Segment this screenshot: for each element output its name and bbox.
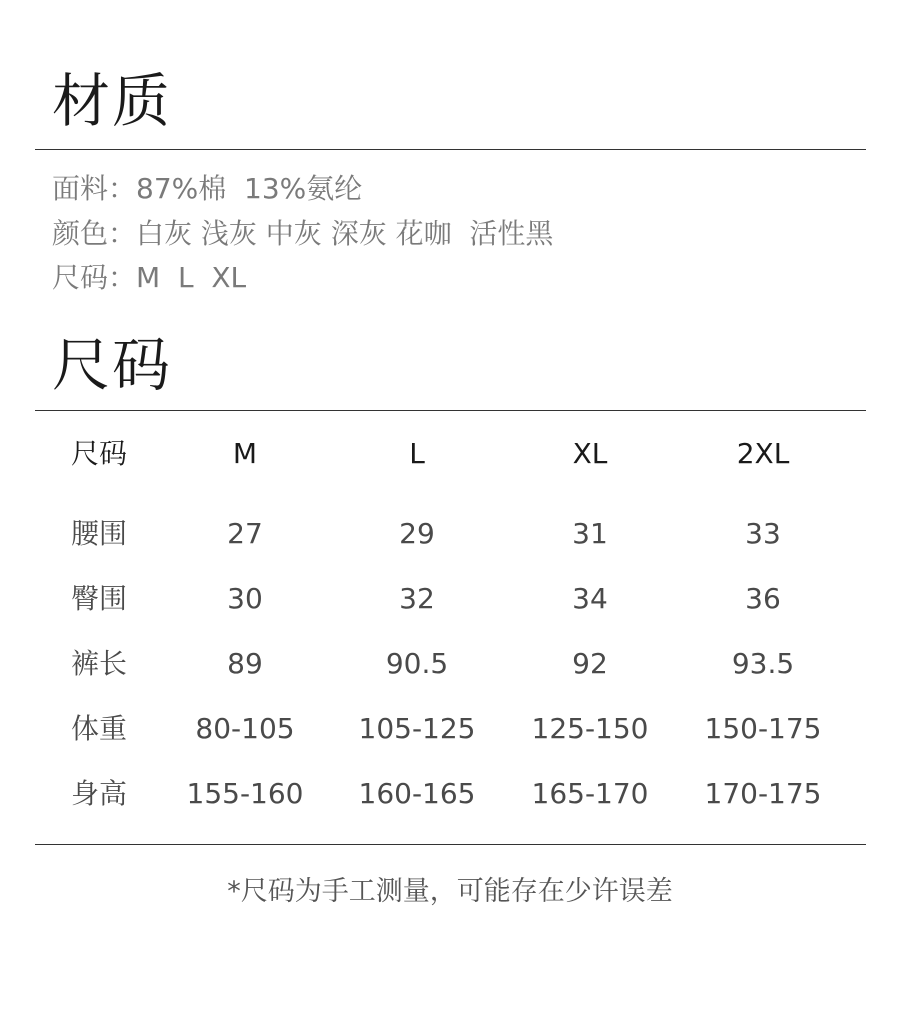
row-label: 体重 [70,712,128,745]
header-cell: M [232,437,258,470]
row-label: 腰围 [70,517,128,550]
table-cell: 34 [572,582,608,615]
color-spec: 颜色：白灰 浅灰 中灰 深灰 花咖 活性黑 [52,217,554,250]
table-cell: 89 [227,647,263,680]
fabric-spec: 面料：87%棉 13%氨纶 [52,172,363,205]
size-options-spec: 尺码：M L XL [52,261,247,294]
size-table-top-divider [35,410,866,411]
table-cell: 93.5 [731,647,795,680]
row-label: 裤长 [70,647,128,680]
header-cell: XL [572,437,608,470]
table-row [35,644,866,684]
header-cell: 2XL [736,437,790,470]
material-section-title: 材质 [52,67,173,135]
table-cell: 155-160 [186,777,304,810]
size-table-header [35,434,866,474]
table-cell: 32 [399,582,435,615]
size-section-title: 尺码 [52,331,173,399]
measurement-note: *尺码为手工测量，可能存在少许误差 [227,876,673,907]
table-row [35,514,866,554]
table-cell: 105-125 [358,712,476,745]
table-cell: 27 [227,517,263,550]
size-table-bottom-divider [35,844,866,845]
table-cell: 33 [745,517,781,550]
table-cell: 80-105 [195,712,295,745]
table-cell: 165-170 [531,777,649,810]
table-row [35,709,866,749]
table-cell: 170-175 [704,777,822,810]
table-cell: 150-175 [704,712,822,745]
table-cell: 125-150 [531,712,649,745]
row-label: 身高 [70,777,128,810]
header-cell: 尺码 [70,437,128,470]
header-cell: L [409,437,425,470]
table-cell: 92 [572,647,608,680]
table-cell: 29 [399,517,435,550]
table-row [35,579,866,619]
table-row [35,774,866,814]
table-cell: 30 [227,582,263,615]
row-label: 臀围 [70,582,128,615]
table-cell: 90.5 [385,647,449,680]
table-cell: 36 [745,582,781,615]
material-divider [35,149,866,150]
table-cell: 31 [572,517,608,550]
table-cell: 160-165 [358,777,476,810]
